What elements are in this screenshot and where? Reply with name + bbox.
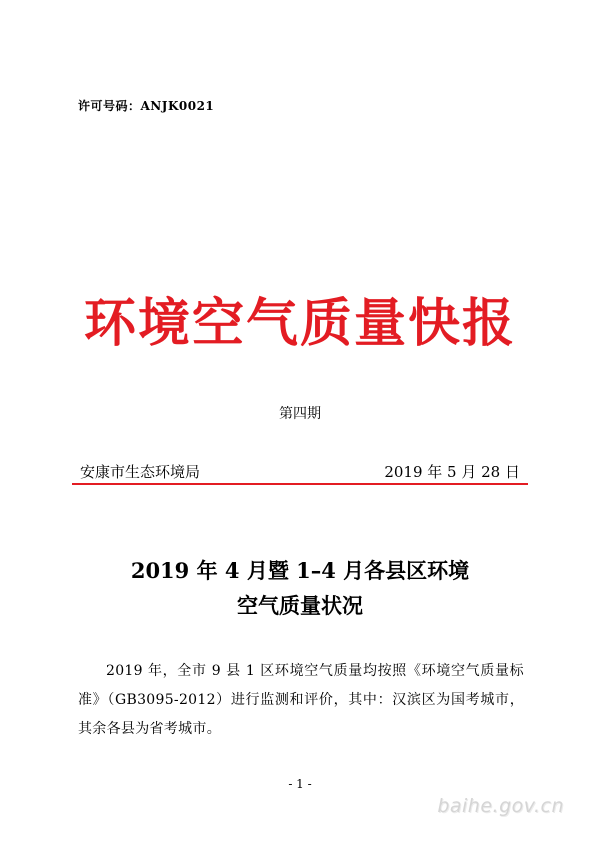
- masthead-divider: [72, 483, 528, 485]
- page-number: - 1 -: [288, 777, 312, 791]
- site-watermark: baihe.gov.cn: [437, 795, 564, 817]
- bulletin-masthead-title: 环境空气质量快报: [83, 293, 516, 354]
- body-paragraph: 2019 年，全市 9 县 1 区环境空气质量均按照《环境空气质量标准》（GB3095-2012）进行监测和评价，其中：汉滨区为国考城市，其余各县为省考城市。: [78, 663, 524, 737]
- article-title-line-1: 2019 年 4 月暨 1–4 月各县区环境: [130, 558, 470, 583]
- issuing-agency: 安康市生态环境局: [80, 463, 201, 481]
- license-number: 许可号码：ANJK0021: [78, 99, 215, 113]
- issue-date: 2019 年 5 月 28 日: [384, 463, 520, 481]
- article-title-line-2: 空气质量状况: [237, 593, 363, 618]
- issue-number: 第四期: [279, 406, 321, 422]
